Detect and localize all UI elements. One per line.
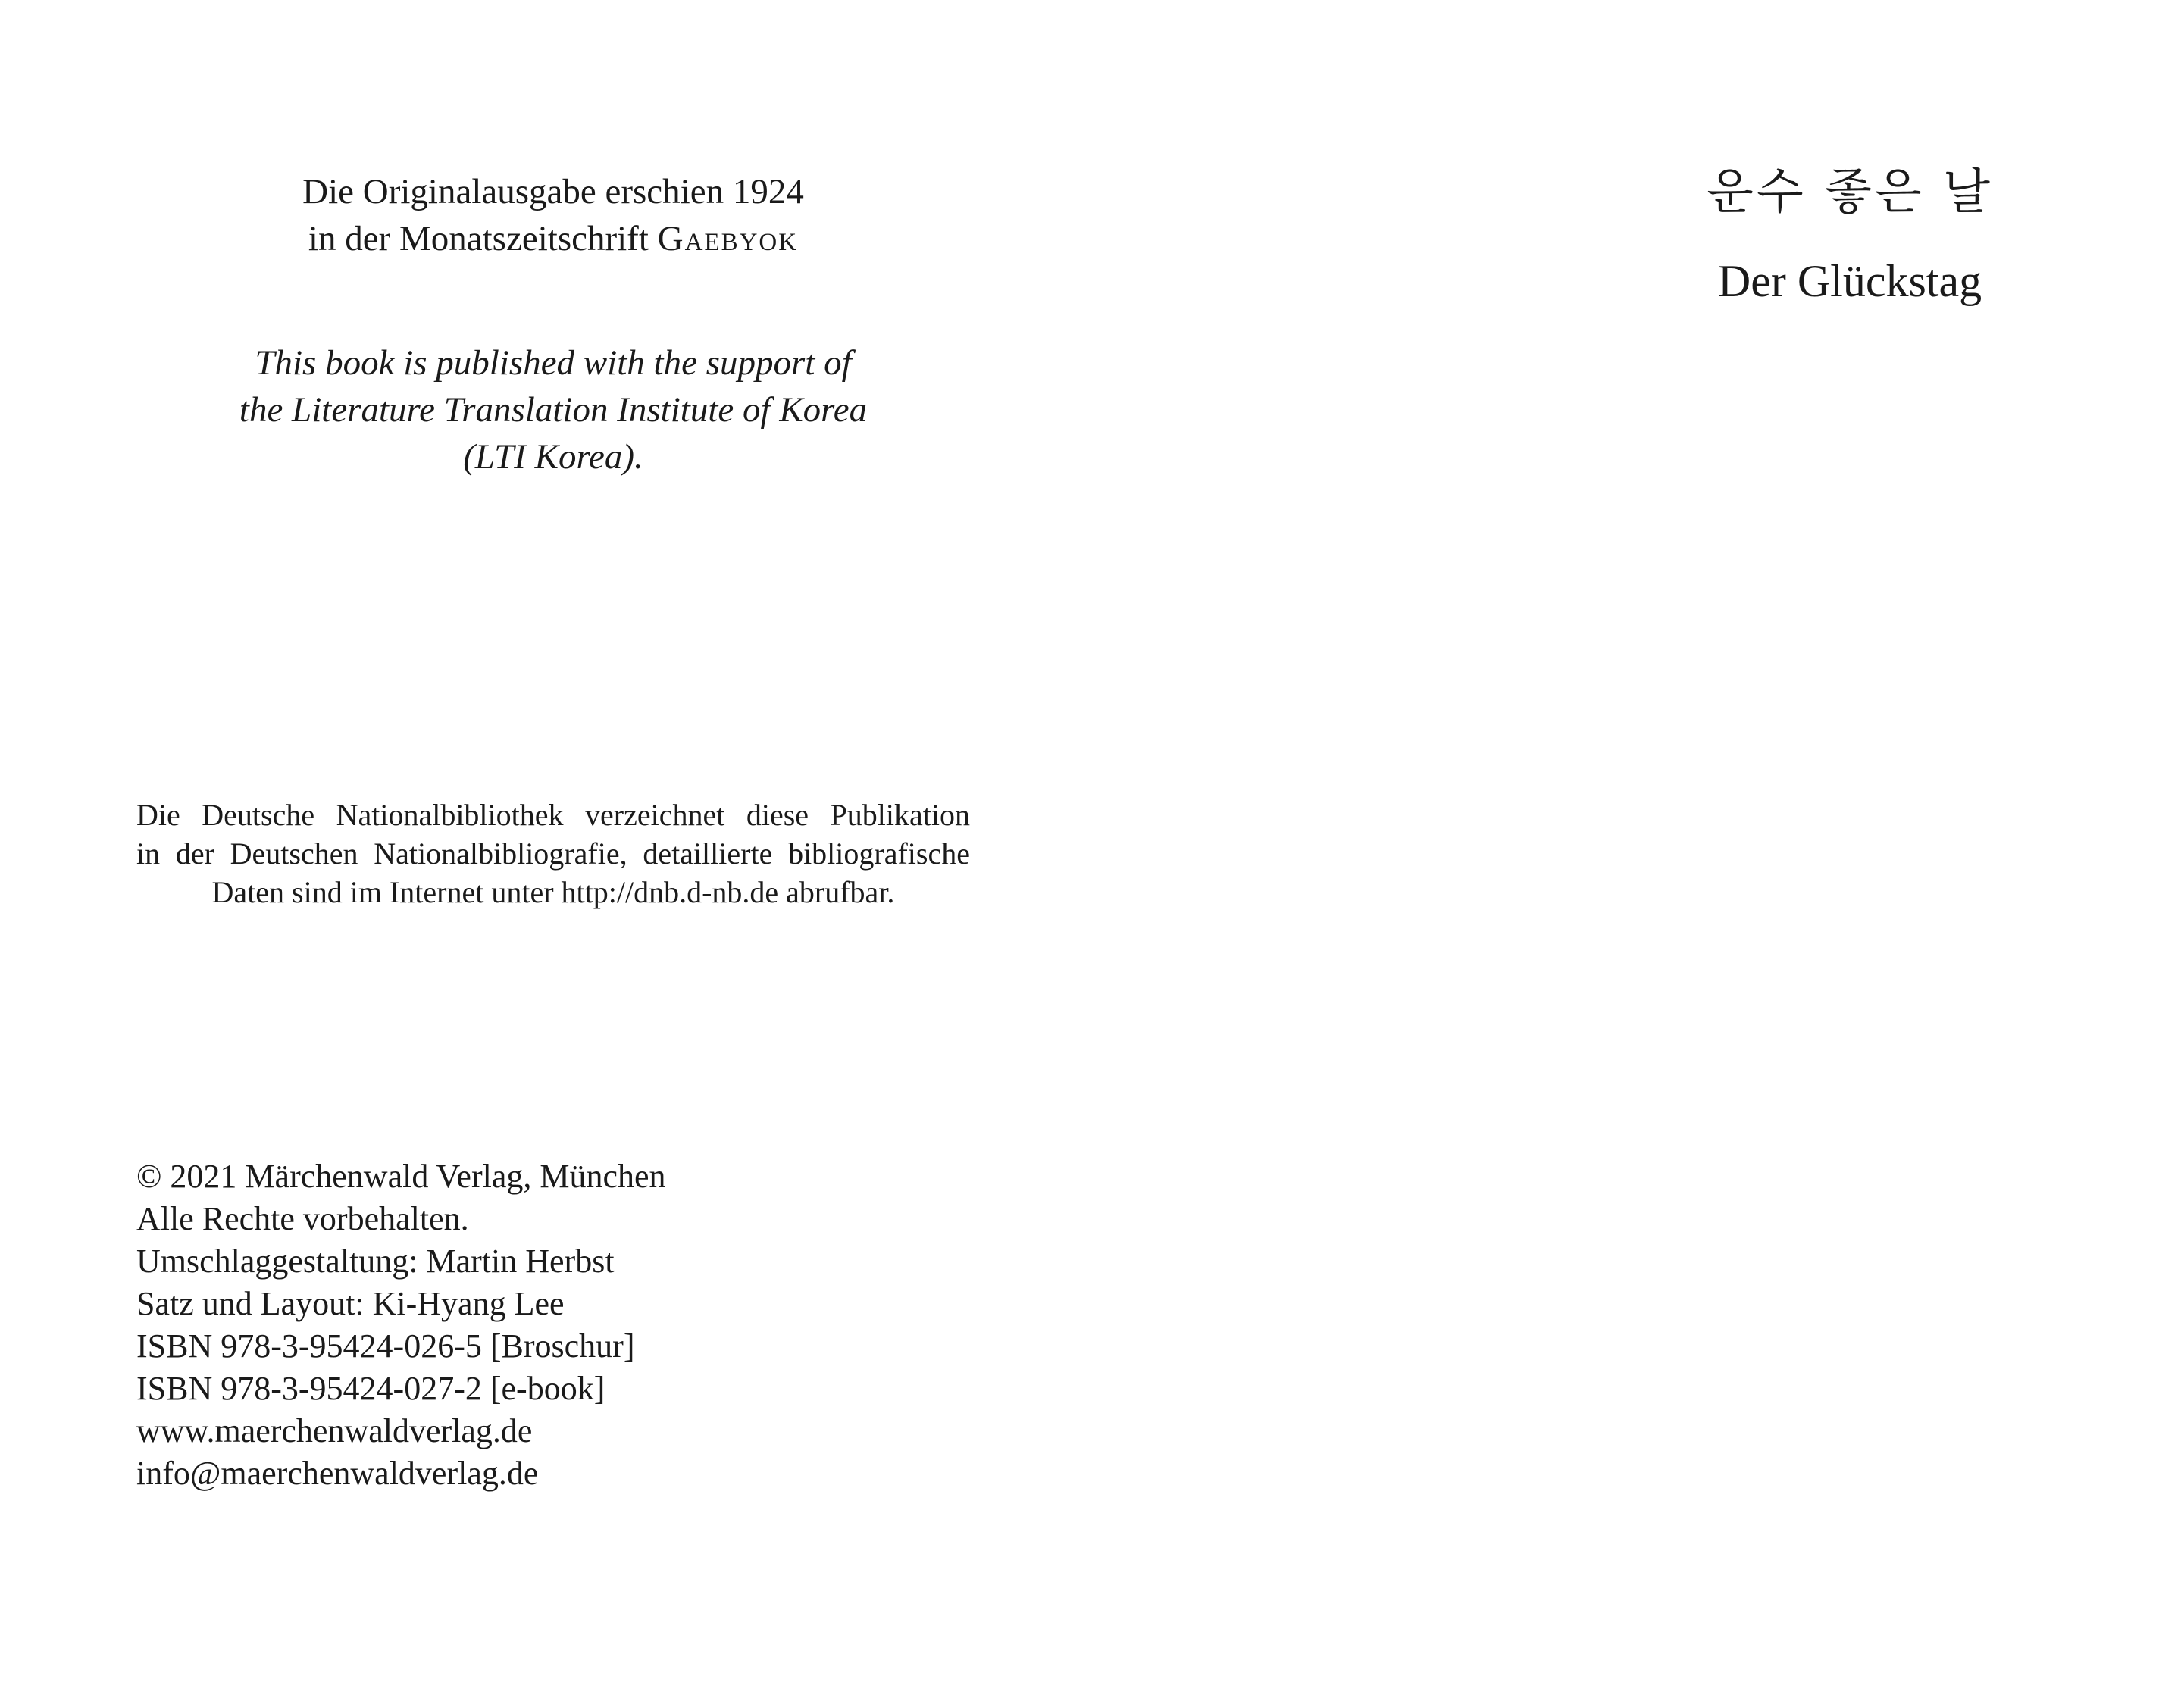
german-title: Der Glückstag	[1717, 256, 1982, 306]
dnb-note-line-3: Daten sind im Internet unter http://dnb.d-nb.de abrufbar.	[211, 875, 895, 909]
dnb-note-line-2: in der Deutschen Nationalbibliografie, detaillierte bibliografische	[136, 836, 970, 871]
cover-design-line: Umschlaggestaltung: Martin Herbst	[136, 1243, 615, 1280]
dnb-note-line-1: Die Deutsche Nationalbibliothek verzeichnet diese Publikation	[136, 798, 970, 832]
original-edition-note	[136, 168, 970, 262]
original-edition-line-2-prefix: in der Monatszeitschrift	[308, 219, 658, 258]
isbn-paperback-line: ISBN 978-3-95424-026-5 [Broschur]	[136, 1327, 635, 1365]
rights-line: Alle Rechte vorbehalten.	[136, 1200, 469, 1237]
support-note-line-2: the Literature Translation Institute of Korea	[239, 390, 868, 430]
original-edition-line-2	[136, 215, 970, 262]
support-note	[136, 339, 970, 480]
support-note-line-3: (LTI Korea).	[463, 437, 643, 477]
copyright-line: © 2021 Märchenwald Verlag, München	[136, 1158, 666, 1195]
support-note-line-1: This book is published with the support of	[255, 343, 852, 383]
original-edition-line-1: Die Originalausgabe erschien 1924	[302, 172, 804, 211]
website-line: www.maerchenwaldverlag.de	[136, 1412, 533, 1449]
isbn-ebook-line: ISBN 978-3-95424-027-2 [e-book]	[136, 1370, 605, 1407]
typesetting-line: Satz und Layout: Ki-Hyang Lee	[136, 1285, 565, 1322]
korean-title: 운수 좋은 날	[1707, 164, 1993, 220]
dnb-note	[136, 796, 970, 911]
imprint-block	[136, 1155, 666, 1495]
email-line: info@maerchenwaldverlag.de	[136, 1455, 539, 1492]
right-page	[1092, 0, 2184, 1682]
magazine-name: Gaebyok	[657, 219, 799, 258]
